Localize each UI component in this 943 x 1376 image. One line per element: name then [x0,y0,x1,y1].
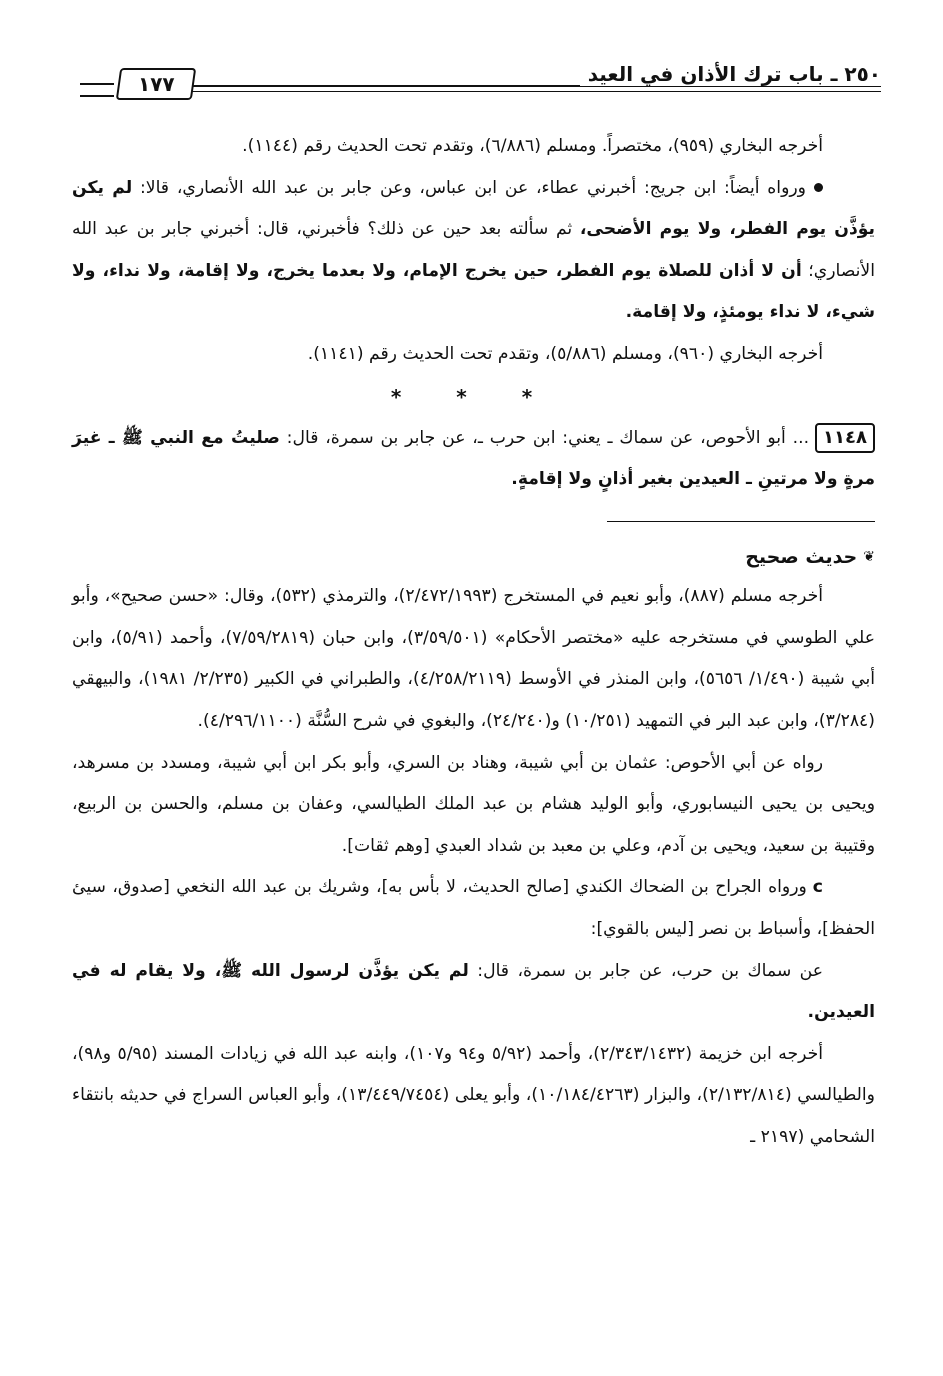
running-title: ٢٥٠ ـ باب ترك الأذان في العيد [580,62,881,86]
narration-paragraph-8: عن سماك بن حرب، عن جابر بن سمرة، قال: لم يكن يؤذَّن لرسول الله ﷺ، ولا يقام له في العيدين. [72,960,875,1023]
takhrij-paragraph-9: أخرجه ابن خزيمة (٢/٣٤٣/١٤٣٢)، وأحمد (٥/٩٢ و٩٤ و١٠٧)، وابنه عبد الله في زيادات المسند (٥/٩٥ و٩٨)، والطيالسي (٢/١٣٢/٨١٤)، والبزار (١٠/١٨٤/٤٢٦٣)، وأبو يعلى (١٣/٤٤٩/٧٤٥٤)، وأبو العباس السراج في حديثه بانتقاء الشحامي (٢١٩٧ ـ [72,1043,875,1147]
grading-heading: ❦حديث صحيح [72,538,875,577]
page-number: ١٧٧ [137,72,175,96]
section-separator-stars: * * * [390,384,557,409]
takhrij-paragraph-1: أخرجه البخاري (٩٥٩)، مختصراً. ومسلم (٦/٨٨٦)، وتقدم تحت الحديث رقم (١١٤٤). [242,136,823,156]
book-ornament-icon: ❦ [863,549,875,566]
page-body [72,126,875,1159]
narrators-paragraph-6: رواه عن أبي الأحوص: عثمان بن أبي شيبة، وهناد بن السري، وأبو بكر ابن أبي شيبة، ومسدد بن مسرهد، ويحيى بن يحيى النيسابوري، وأبو الوليد هشام بن عبد الملك الطيالسي، وعفان بن مسلم، والحسن بن الربيع، وقتيبة بن سعيد، ويحيى بن آدم، وعلي بن معبد بن شداد العبدي [وهم ثقات]. [72,752,875,856]
takhrij-paragraph-5: أخرجه مسلم (٨٨٧)، وأبو نعيم في المستخرج (٢/٤٧٢/١٩٩٣)، والترمذي (٥٣٢)، وقال: «حسن صحيح»، وأبو علي الطوسي في مستخرجه عليه «مختصر الأحكام» (٣/٥٩/٥٠١)، وابن حبان (٧/٥٩/٢٨١٩)، وأحمد (٥/٩١)، وابن أبي شيبة (١/٤٩٠/ ٥٦٥٦)، وابن المنذر في الأوسط (٤/٢٥٨/٢١١٩)، والطبراني في الكبير (٢/٢٣٥/ ١٩٨١)، والبيهقي (٣/٢٨٤)، وابن عبد البر في التمهيد (١٠/٢٥١) و(٢٤/٢٤٠)، والبغوي في شرح السُّنَّة (٤/٢٩٦/١١٠٠). [72,586,876,732]
c-mark-icon: c [812,877,823,898]
narration-paragraph-2: ورواه أيضاً: ابن جريج: أخبرني عطاء، عن ابن عباس، وعن جابر بن عبد الله الأنصاري، قالا: لم يكن يؤذَّن يوم الفطر، ولا يوم الأضحى، ثم سألته بعد حين عن ذلك؟ فأخبرني، قال: أخبرني جابر بن عبد الله الأنصاري؛ أن لا أذان للصلاة يوم الفطر، حين يخرج الإمام، ولا بعدما يخرج، ولا إقامة، ولا نداء، ولا شيء، لا نداء يومئذٍ، ولا إقامة. [72,177,875,323]
takhrij-paragraph-3: أخرجه البخاري (٩٦٠)، ومسلم (٥/٨٨٦)، وتقدم تحت الحديث رقم (١١٤١). [307,343,823,364]
bullet-icon [814,183,823,192]
page-number-box [116,68,196,100]
narration-paragraph-7: cورواه الجراح بن الضحاك الكندي [صالح الحديث، لا بأس به]، وشريك بن عبد الله النخعي [صدوق، سيئ الحفظ]، وأسباط بن نصر [ليس بالقوي]: [72,877,875,939]
header-rule-thin [192,91,881,92]
header-ornament-lines [80,83,114,97]
page-header [72,58,881,100]
hadith-text: ١١٤٨... أبو الأحوص، عن سماك ـ يعني: ابن حرب ـ، عن جابر بن سمرة، قال: صليتُ مع النبي ﷺ ـ غيرَ مرةٍ ولا مرتينِ ـ العيدين بغير أذانٍ ولا إقامةٍ. [72,418,875,501]
footnote-divider [607,521,875,522]
hadith-number-badge: ١١٤٨ [815,423,875,453]
